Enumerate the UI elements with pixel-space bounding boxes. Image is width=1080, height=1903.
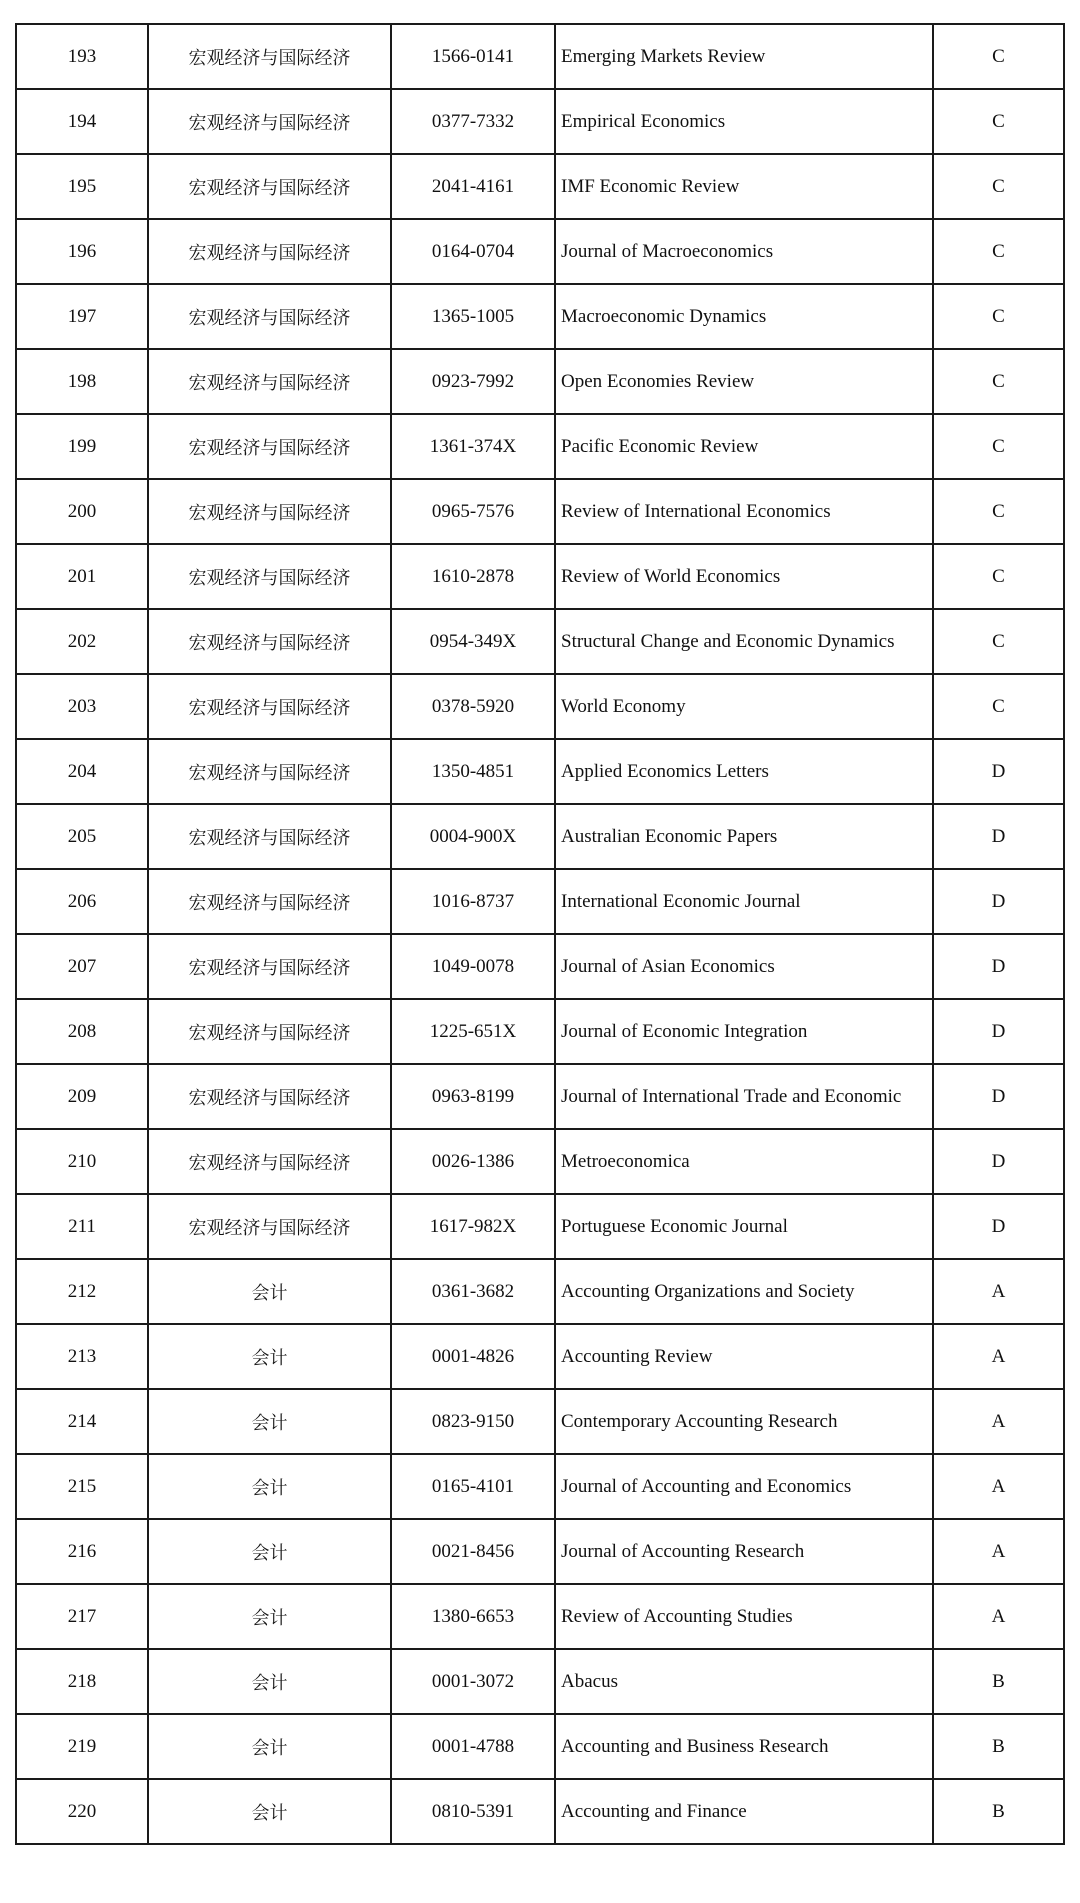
- grade-cell: B: [933, 1649, 1064, 1714]
- category-cell: 会计: [148, 1259, 391, 1324]
- grade-cell: C: [933, 284, 1064, 349]
- issn-cell: 1566-0141: [391, 24, 555, 89]
- row-number-cell: 201: [16, 544, 148, 609]
- category-cell: 会计: [148, 1324, 391, 1389]
- row-number-cell: 208: [16, 999, 148, 1064]
- journal-title-cell: Journal of Economic Integration: [555, 999, 933, 1064]
- table-row: [16, 89, 1064, 154]
- grade-cell: D: [933, 739, 1064, 804]
- issn-cell: 1365-1005: [391, 284, 555, 349]
- category-cell: 会计: [148, 1714, 391, 1779]
- category-cell: 宏观经济与国际经济: [148, 219, 391, 284]
- category-cell: 宏观经济与国际经济: [148, 1194, 391, 1259]
- row-number-cell: 200: [16, 479, 148, 544]
- table-row: [16, 1714, 1064, 1779]
- grade-cell: A: [933, 1454, 1064, 1519]
- row-number-cell: 212: [16, 1259, 148, 1324]
- issn-cell: 1350-4851: [391, 739, 555, 804]
- category-cell: 宏观经济与国际经济: [148, 1064, 391, 1129]
- journal-title-cell: Journal of Asian Economics: [555, 934, 933, 999]
- table-row: [16, 349, 1064, 414]
- category-cell: 宏观经济与国际经济: [148, 609, 391, 674]
- issn-cell: 0378-5920: [391, 674, 555, 739]
- issn-cell: 1380-6653: [391, 1584, 555, 1649]
- grade-cell: A: [933, 1584, 1064, 1649]
- table-row: [16, 219, 1064, 284]
- row-number-cell: 195: [16, 154, 148, 219]
- journal-title-cell: Journal of Accounting Research: [555, 1519, 933, 1584]
- issn-cell: 0963-8199: [391, 1064, 555, 1129]
- grade-cell: B: [933, 1779, 1064, 1844]
- category-cell: 宏观经济与国际经济: [148, 544, 391, 609]
- journal-title-cell: Structural Change and Economic Dynamics: [555, 609, 933, 674]
- table-row: [16, 1519, 1064, 1584]
- journal-title-cell: Emerging Markets Review: [555, 24, 933, 89]
- table-row: [16, 24, 1064, 89]
- row-number-cell: 210: [16, 1129, 148, 1194]
- grade-cell: C: [933, 219, 1064, 284]
- row-number-cell: 204: [16, 739, 148, 804]
- row-number-cell: 202: [16, 609, 148, 674]
- row-number-cell: 217: [16, 1584, 148, 1649]
- journal-title-cell: Portuguese Economic Journal: [555, 1194, 933, 1259]
- table-row: [16, 1779, 1064, 1844]
- row-number-cell: 218: [16, 1649, 148, 1714]
- issn-cell: 0001-4788: [391, 1714, 555, 1779]
- row-number-cell: 206: [16, 869, 148, 934]
- grade-cell: C: [933, 154, 1064, 219]
- issn-cell: 0810-5391: [391, 1779, 555, 1844]
- journal-title-cell: International Economic Journal: [555, 869, 933, 934]
- grade-cell: C: [933, 479, 1064, 544]
- journal-title-cell: IMF Economic Review: [555, 154, 933, 219]
- grade-cell: B: [933, 1714, 1064, 1779]
- journal-title-cell: Review of International Economics: [555, 479, 933, 544]
- table-row: [16, 1324, 1064, 1389]
- category-cell: 会计: [148, 1389, 391, 1454]
- category-cell: 会计: [148, 1649, 391, 1714]
- grade-cell: D: [933, 934, 1064, 999]
- category-cell: 宏观经济与国际经济: [148, 349, 391, 414]
- category-cell: 宏观经济与国际经济: [148, 1129, 391, 1194]
- table-row: [16, 1194, 1064, 1259]
- grade-cell: D: [933, 869, 1064, 934]
- grade-cell: D: [933, 1064, 1064, 1129]
- row-number-cell: 198: [16, 349, 148, 414]
- row-number-cell: 193: [16, 24, 148, 89]
- issn-cell: 0001-3072: [391, 1649, 555, 1714]
- row-number-cell: 213: [16, 1324, 148, 1389]
- table-row: [16, 804, 1064, 869]
- grade-cell: A: [933, 1324, 1064, 1389]
- table-row: [16, 609, 1064, 674]
- table-body: [16, 24, 1064, 1844]
- issn-cell: 0965-7576: [391, 479, 555, 544]
- issn-cell: 0923-7992: [391, 349, 555, 414]
- row-number-cell: 196: [16, 219, 148, 284]
- grade-cell: A: [933, 1389, 1064, 1454]
- table-row: [16, 1649, 1064, 1714]
- journal-table: [15, 23, 1065, 1845]
- journal-title-cell: Accounting and Business Research: [555, 1714, 933, 1779]
- row-number-cell: 219: [16, 1714, 148, 1779]
- issn-cell: 1617-982X: [391, 1194, 555, 1259]
- issn-cell: 1016-8737: [391, 869, 555, 934]
- issn-cell: 2041-4161: [391, 154, 555, 219]
- category-cell: 宏观经济与国际经济: [148, 869, 391, 934]
- issn-cell: 0164-0704: [391, 219, 555, 284]
- grade-cell: C: [933, 609, 1064, 674]
- journal-title-cell: Journal of Accounting and Economics: [555, 1454, 933, 1519]
- category-cell: 会计: [148, 1519, 391, 1584]
- grade-cell: C: [933, 24, 1064, 89]
- issn-cell: 0377-7332: [391, 89, 555, 154]
- journal-title-cell: Metroeconomica: [555, 1129, 933, 1194]
- grade-cell: A: [933, 1519, 1064, 1584]
- issn-cell: 0026-1386: [391, 1129, 555, 1194]
- row-number-cell: 211: [16, 1194, 148, 1259]
- issn-cell: 0954-349X: [391, 609, 555, 674]
- issn-cell: 0021-8456: [391, 1519, 555, 1584]
- table-row: [16, 1064, 1064, 1129]
- issn-cell: 1610-2878: [391, 544, 555, 609]
- grade-cell: C: [933, 544, 1064, 609]
- category-cell: 宏观经济与国际经济: [148, 479, 391, 544]
- table-row: [16, 1129, 1064, 1194]
- grade-cell: D: [933, 1129, 1064, 1194]
- category-cell: 宏观经济与国际经济: [148, 414, 391, 479]
- row-number-cell: 199: [16, 414, 148, 479]
- journal-title-cell: Journal of Macroeconomics: [555, 219, 933, 284]
- grade-cell: C: [933, 349, 1064, 414]
- category-cell: 会计: [148, 1584, 391, 1649]
- row-number-cell: 207: [16, 934, 148, 999]
- category-cell: 宏观经济与国际经济: [148, 804, 391, 869]
- journal-title-cell: Abacus: [555, 1649, 933, 1714]
- grade-cell: C: [933, 89, 1064, 154]
- table-row: [16, 1584, 1064, 1649]
- category-cell: 宏观经济与国际经济: [148, 934, 391, 999]
- issn-cell: 0823-9150: [391, 1389, 555, 1454]
- table-row: [16, 739, 1064, 804]
- table-row: [16, 1259, 1064, 1324]
- row-number-cell: 220: [16, 1779, 148, 1844]
- category-cell: 会计: [148, 1454, 391, 1519]
- table-row: [16, 999, 1064, 1064]
- issn-cell: 0004-900X: [391, 804, 555, 869]
- issn-cell: 0361-3682: [391, 1259, 555, 1324]
- issn-cell: 1225-651X: [391, 999, 555, 1064]
- table-row: [16, 544, 1064, 609]
- category-cell: 宏观经济与国际经济: [148, 154, 391, 219]
- category-cell: 宏观经济与国际经济: [148, 24, 391, 89]
- journal-title-cell: Review of Accounting Studies: [555, 1584, 933, 1649]
- row-number-cell: 209: [16, 1064, 148, 1129]
- category-cell: 宏观经济与国际经济: [148, 999, 391, 1064]
- table-row: [16, 869, 1064, 934]
- journal-title-cell: Accounting and Finance: [555, 1779, 933, 1844]
- table-row: [16, 1454, 1064, 1519]
- journal-title-cell: Accounting Review: [555, 1324, 933, 1389]
- grade-cell: D: [933, 1194, 1064, 1259]
- row-number-cell: 215: [16, 1454, 148, 1519]
- grade-cell: D: [933, 999, 1064, 1064]
- grade-cell: C: [933, 674, 1064, 739]
- journal-title-cell: Pacific Economic Review: [555, 414, 933, 479]
- row-number-cell: 216: [16, 1519, 148, 1584]
- category-cell: 宏观经济与国际经济: [148, 284, 391, 349]
- issn-cell: 1049-0078: [391, 934, 555, 999]
- grade-cell: C: [933, 414, 1064, 479]
- table-row: [16, 414, 1064, 479]
- table-row: [16, 934, 1064, 999]
- journal-title-cell: Review of World Economics: [555, 544, 933, 609]
- table-row: [16, 1389, 1064, 1454]
- row-number-cell: 203: [16, 674, 148, 739]
- table-row: [16, 284, 1064, 349]
- journal-title-cell: Australian Economic Papers: [555, 804, 933, 869]
- journal-title-cell: Open Economies Review: [555, 349, 933, 414]
- row-number-cell: 194: [16, 89, 148, 154]
- journal-title-cell: Journal of International Trade and Economic: [555, 1064, 933, 1129]
- issn-cell: 0165-4101: [391, 1454, 555, 1519]
- row-number-cell: 214: [16, 1389, 148, 1454]
- table-row: [16, 674, 1064, 739]
- journal-title-cell: Empirical Economics: [555, 89, 933, 154]
- grade-cell: A: [933, 1259, 1064, 1324]
- category-cell: 宏观经济与国际经济: [148, 739, 391, 804]
- issn-cell: 0001-4826: [391, 1324, 555, 1389]
- issn-cell: 1361-374X: [391, 414, 555, 479]
- grade-cell: D: [933, 804, 1064, 869]
- table-row: [16, 479, 1064, 544]
- row-number-cell: 197: [16, 284, 148, 349]
- category-cell: 宏观经济与国际经济: [148, 89, 391, 154]
- journal-title-cell: Accounting Organizations and Society: [555, 1259, 933, 1324]
- category-cell: 宏观经济与国际经济: [148, 674, 391, 739]
- journal-title-cell: Contemporary Accounting Research: [555, 1389, 933, 1454]
- row-number-cell: 205: [16, 804, 148, 869]
- category-cell: 会计: [148, 1779, 391, 1844]
- table-row: [16, 154, 1064, 219]
- journal-title-cell: World Economy: [555, 674, 933, 739]
- journal-title-cell: Applied Economics Letters: [555, 739, 933, 804]
- journal-title-cell: Macroeconomic Dynamics: [555, 284, 933, 349]
